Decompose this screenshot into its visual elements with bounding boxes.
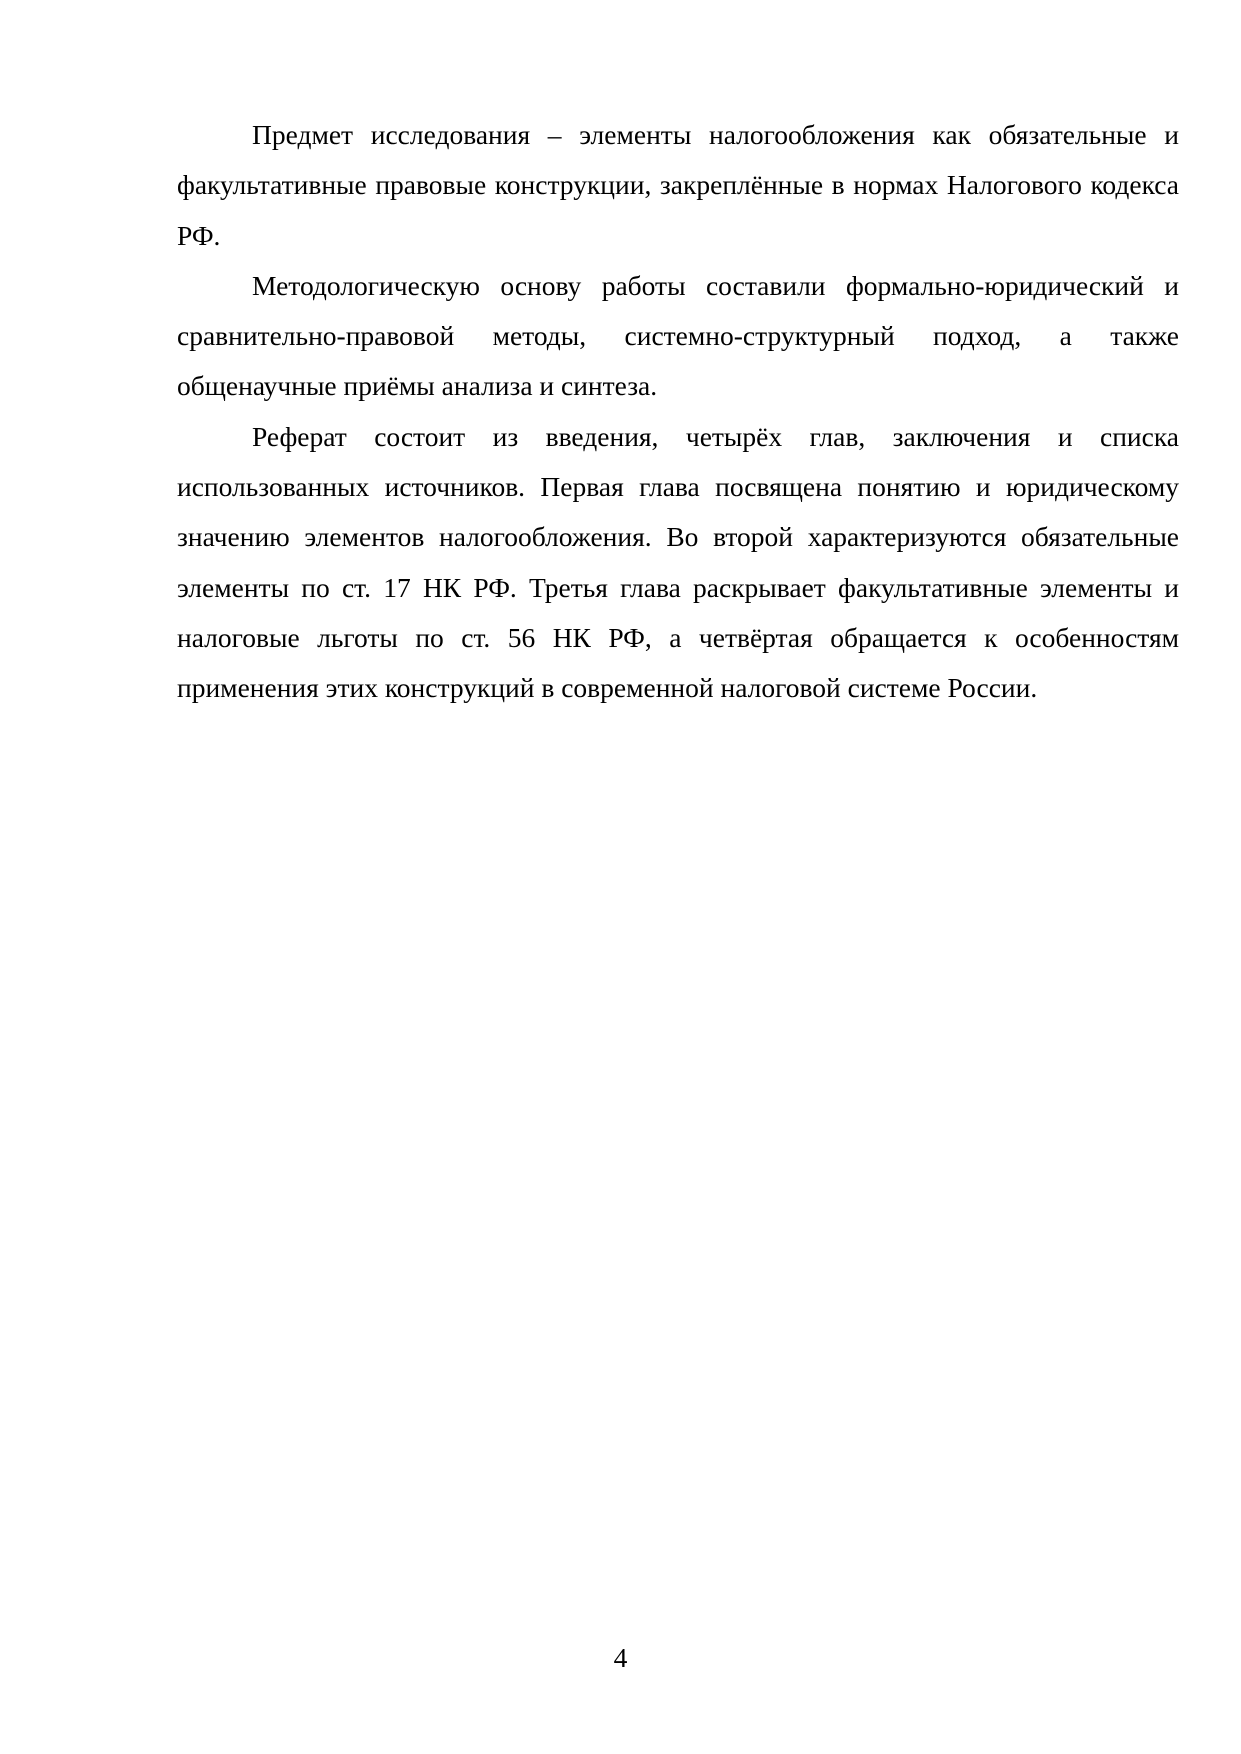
paragraph-methodology: Методологическую основу работы составили формально-юридический и сравнительно-правовой методы, системно-структурный подход, а также общенаучные приёмы анализа и синтеза. <box>177 269 1179 402</box>
paragraph-structure: Реферат состоит из введения, четырёх глав, заключения и списка использованных источников. Первая глава посвящена понятию и юридическому значению элементов налогообложения. Во второй характеризуются обязательные элементы по ст. 17 НК РФ. Третья глава раскрывает факультативные элементы и налоговые льготы по ст. 56 НК РФ, а четвёртая обращается к особенностям применения этих конструкций в современной налоговой системе России. <box>177 420 1179 704</box>
page-number: 4 <box>613 1642 628 1673</box>
paragraph-subject: Предмет исследования – элементы налогообложения как обязательные и факультативные правовые конструкции, закреплённые в нормах Налогового кодекса РФ. <box>177 119 1179 251</box>
body-text <box>177 110 1179 714</box>
